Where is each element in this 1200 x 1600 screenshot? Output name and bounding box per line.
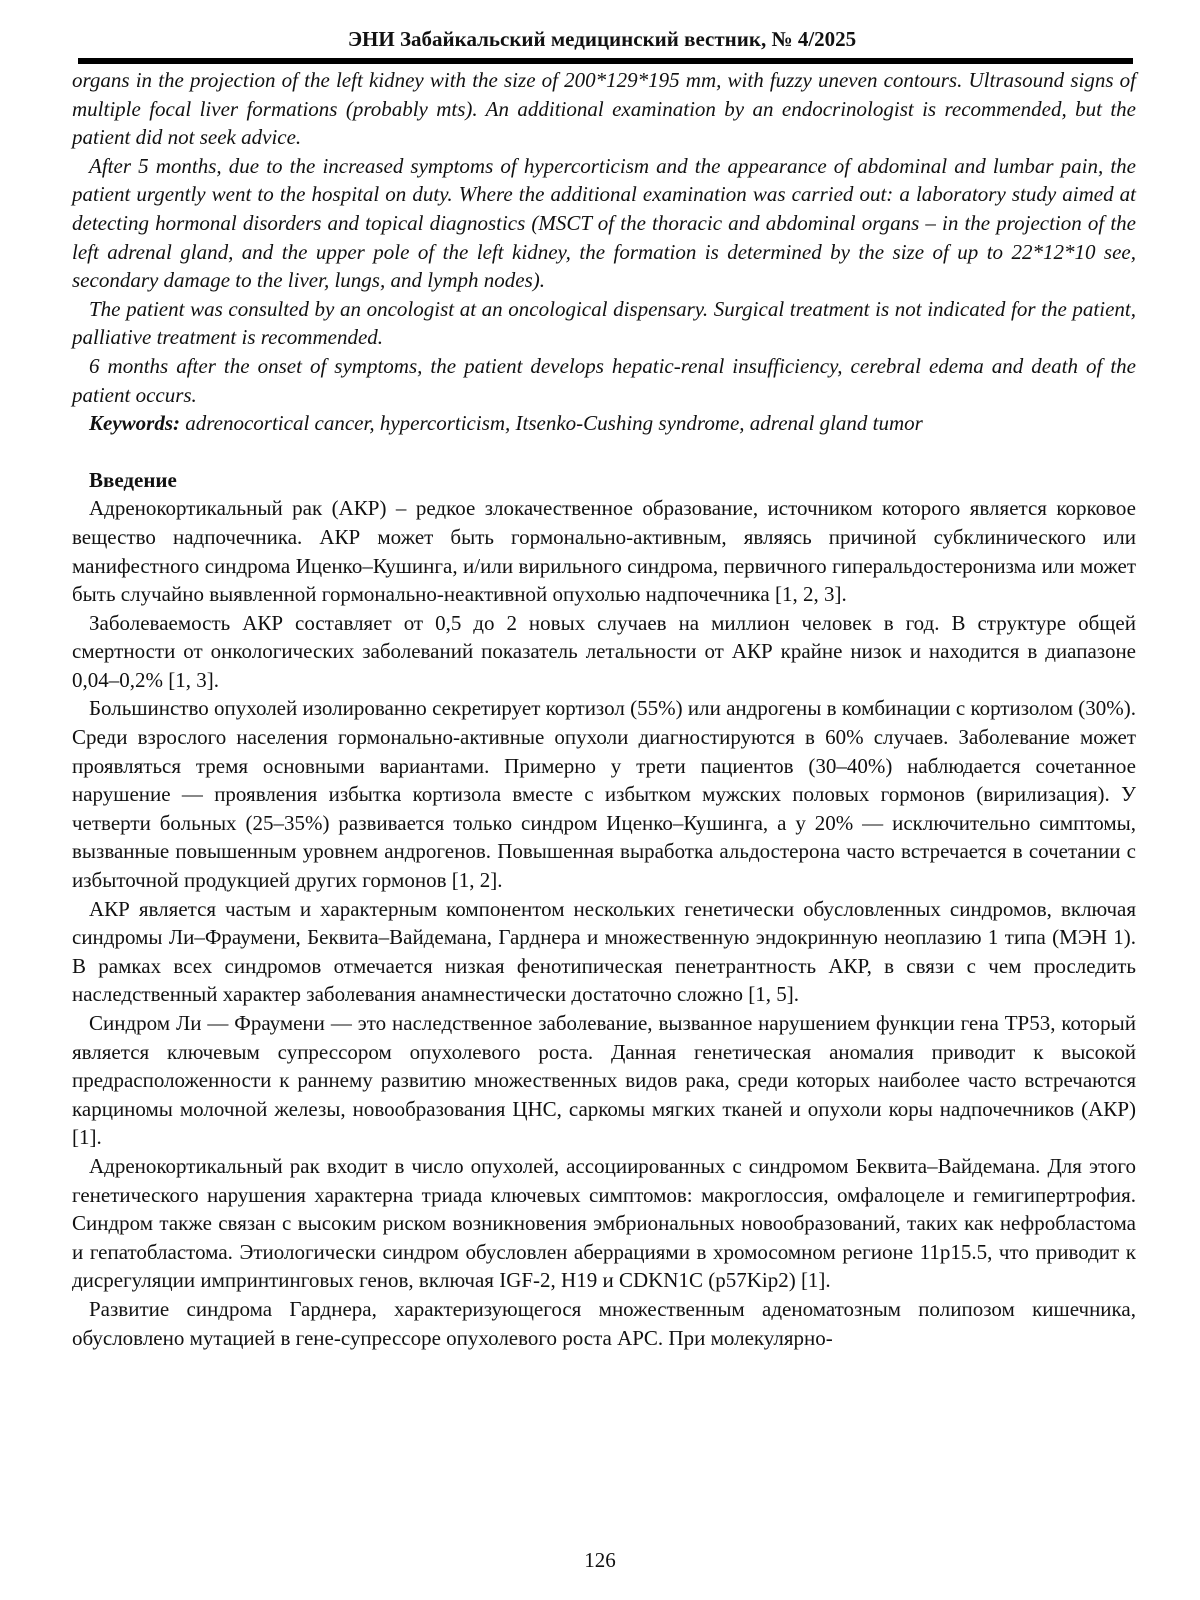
body-paragraph: Развитие синдрома Гарднера, характеризующегося множественным аденоматозным полипозом кишечника, обусловлено мутацией в гене-супрессоре опухолевого роста APC. При молекулярно- [72, 1296, 1136, 1350]
body-paragraph: Адренокортикальный рак (АКР) – редкое злокачественное образование, источником которого является корковое вещество надпочечника. АКР может быть гормонально-активным, являясь причиной субклинического или манифестного синдрома Иценко–Кушинга, и/или вирильного синдрома, первичного гиперальдостеронизма или может быть случайно выявленной гормонально-неактивной опухолью надпочечника [1, 2, 3]. [72, 496, 1136, 607]
page-number: 126 [584, 1548, 616, 1572]
keywords-line [72, 409, 1136, 438]
abstract-section [72, 66, 1136, 438]
page-content [72, 66, 1136, 1352]
section-title: Введение [89, 467, 177, 492]
body-paragraph: Большинство опухолей изолированно секретирует кортизол (55%) или андрогены в комбинации с кортизолом (30%). Среди взрослого населения гормонально-активные опухоли диагностируются в 60% случаев. Заболевание может проявляться тремя основными вариантами. Примерно у трети пациентов (30–40%) наблюдается сочетанное нарушение — проявления избытка кортизола вместе с избытком мужских половых гормонов (вирилизация). У четверти больных (25–35%) развивается только синдром Иценко–Кушинга, а у 20% — исключительно симптомы, вызванные повышенным уровнем андрогенов. Повышенная выработка альдостерона часто встречается в сочетании с избыточной продукцией других гормонов [1, 2]. [72, 696, 1136, 893]
abstract-paragraph: After 5 months, due to the increased symptoms of hypercorticism and the appearance of abdominal and lumbar pain, the patient urgently went to the hospital on duty. Where the additional examination was carried out: a laboratory study aimed at detecting hormonal disorders and topical diagnostics (MSCT of the thoracic and abdominal organs – in the projection of the left adrenal gland, and the upper pole of the left kidney, the formation is determined by the size of up to 22*12*10 see, secondary damage to the liver, lungs, and lymph nodes). [72, 153, 1136, 293]
keywords-label: Keywords: [89, 411, 180, 436]
header-rule [78, 58, 1133, 64]
introduction-section [72, 494, 1136, 1352]
keywords-text: adrenocortical cancer, hypercorticism, Itsenko-Cushing syndrome, adrenal gland tumor [185, 411, 923, 436]
body-paragraph: АКР является частым и характерным компонентом нескольких генетически обусловленных синдромов, включая синдромы Ли–Фраумени, Беквита–Вайдемана, Гарднера и множественную эндокринную неоплазию 1 типа (МЭН 1). В рамках всех синдромов отмечается низкая фенотипическая пенетрантность АКР, в связи с чем проследить наследственный характер заболевания анамнестически достаточно сложно [1, 5]. [72, 896, 1136, 1007]
abstract-paragraph: organs in the projection of the left kidney with the size of 200*129*195 mm, with fuzzy uneven contours. Ultrasound signs of multiple focal liver formations (probably mts). An additional examination by an endocrinologist is recommended, but the patient did not seek advice. [72, 68, 1136, 150]
abstract-paragraph: 6 months after the onset of symptoms, the patient develops hepatic-renal insufficiency, cerebral edema and death of the patient occurs. [72, 353, 1136, 407]
body-paragraph: Заболеваемость АКР составляет от 0,5 до 2 новых случаев на миллион человек в год. В структуре общей смертности от онкологических заболеваний показатель летальности от АКР крайне низок и находится в диапазоне 0,04–0,2% [1, 3]. [72, 610, 1136, 692]
body-paragraph: Адренокортикальный рак входит в число опухолей, ассоциированных с синдромом Беквита–Вайдемана. Для этого генетического нарушения характерна триада ключевых симптомов: макроглоссия, омфалоцеле и гемигипертрофия. Синдром также связан с высоким риском возникновения эмбриональных новообразований, таких как нефробластома и гепатобластома. Этиологически синдром обусловлен аберрациями в хромосомном регионе 11p15.5, что приводит к дисрегуляции импринтинговых генов, включая IGF-2, H19 и CDKN1C (p57Kip2) [1]. [72, 1153, 1136, 1293]
journal-header: ЭНИ Забайкальский медицинский вестник, № 4/2025 [347, 27, 857, 51]
body-paragraph: Синдром Ли — Фраумени — это наследственное заболевание, вызванное нарушением функции гена TP53, который является ключевым супрессором опухолевого роста. Данная генетическая аномалия приводит к высокой предрасположенности к раннему развитию множественных видов рака, среди которых наиболее часто встречаются карциномы молочной железы, новообразования ЦНС, саркомы мягких тканей и опухоли коры надпочечников (АКР) [1]. [72, 1011, 1136, 1150]
abstract-paragraph: The patient was consulted by an oncologist at an oncological dispensary. Surgical treatment is not indicated for the patient, palliative treatment is recommended. [72, 296, 1136, 350]
